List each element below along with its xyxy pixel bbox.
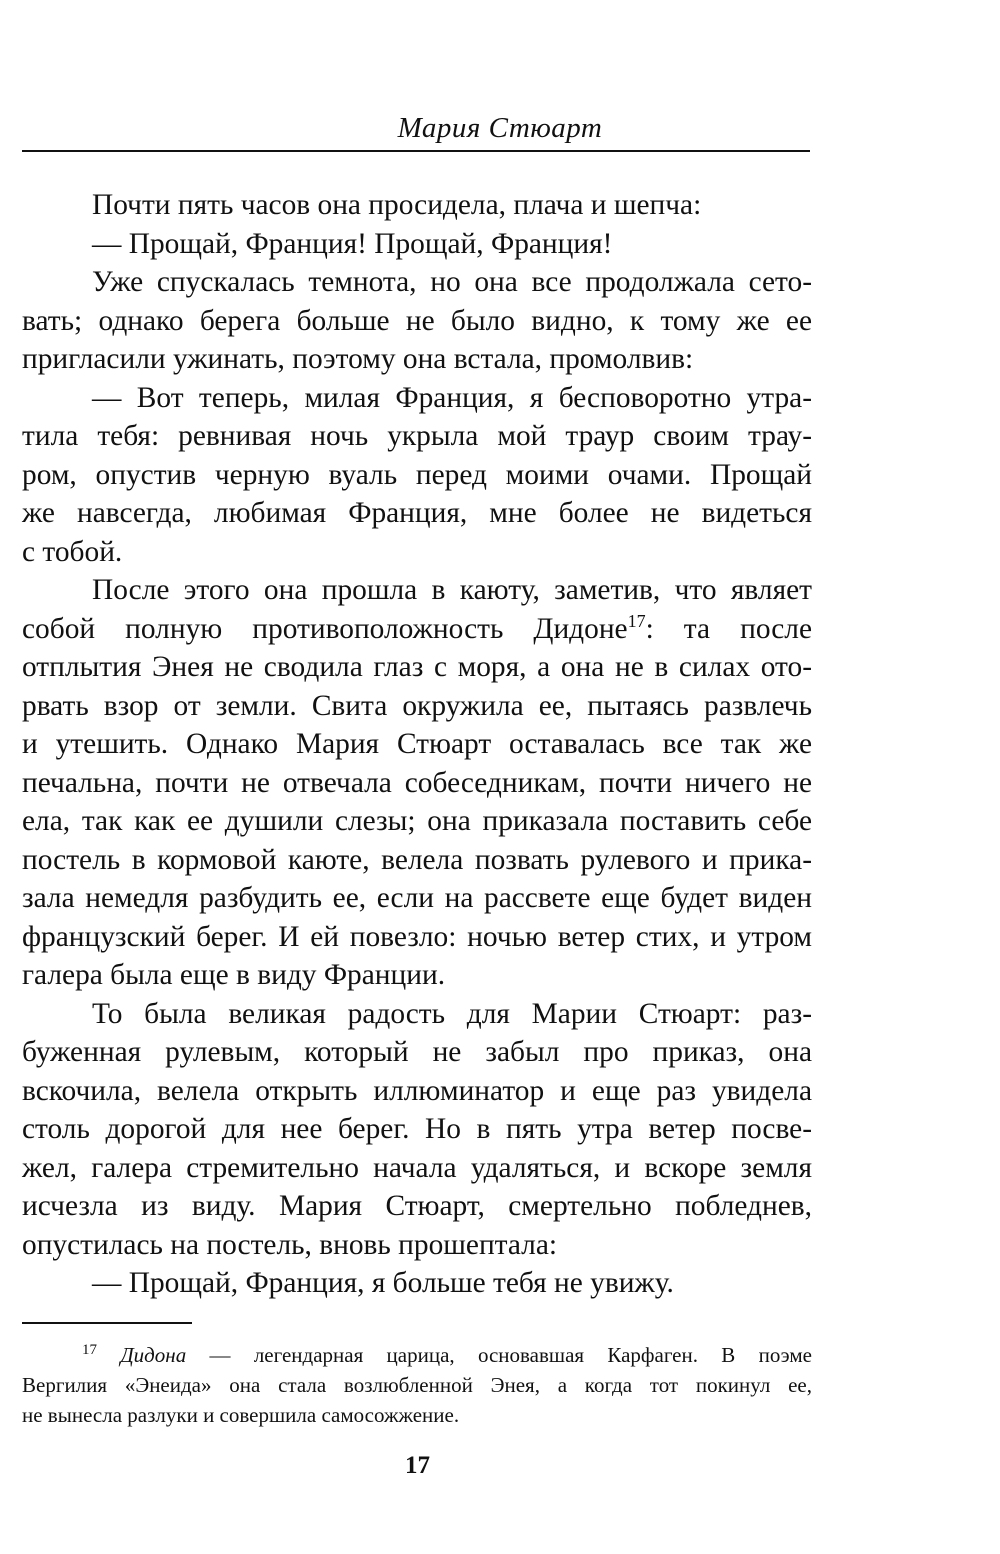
running-head-title: Мария Стюарт [397,112,603,144]
text-line: исчезла из виду. Мария Стюарт, смертельно побледнев, [22,1190,812,1222]
text-line: — Вот теперь, милая Франция, я бесповоротно утра- [92,381,812,414]
text-line: Почти пять часов она просидела, плача и шепча: [92,189,702,221]
footnote [22,1340,812,1430]
page-number: 17 [405,1452,430,1479]
text-line: галера была еще в виду Франции. [22,959,446,991]
footnote-term: Дидона [120,1343,187,1367]
text-segment: собой полную противоположность Дидоне [22,612,628,645]
text-line: постель в кормовой каюте, велела позвать рулевого и прика- [22,843,812,876]
text-line: вскочила, велела открыть иллюминатор и еще раз увидела [22,1074,812,1107]
text-line: — Прощай, Франция! Прощай, Франция! [92,227,613,260]
text-line: То была великая радость для Марии Стюарт: раз- [92,997,812,1030]
text-line: вать; однако берега больше не было видно, к тому же ее [22,304,812,337]
text-line: зала немедля разбудить ее, если на рассвете еще будет виден [22,882,812,914]
text-line: ром, опустив черную вуаль перед моими очами. Прощай [22,458,812,491]
header-divider [22,150,810,152]
text-line: жел, галера стремительно начала удаляться, и вскоре земля [22,1151,812,1184]
footnote-line [22,1340,812,1370]
text-line: — Прощай, Франция, я больше тебя не увижу. [92,1267,674,1299]
text-line: опустилась на постель, вновь прошептала: [22,1228,558,1261]
text-line-with-footnote [22,610,812,649]
text-line: тила тебя: ревнивая ночь укрыла мой траур своим трау- [22,420,812,452]
text-line: пригласили ужинать, поэтому она встала, промолвив: [22,343,694,375]
text-line: с тобой. [22,535,123,568]
footnote-divider [22,1322,192,1324]
text-line: ела, так как ее душили слезы; она приказала поставить себе [22,805,812,837]
text-line: рвать взор от земли. Свита окружила ее, пытаясь развлечь [22,689,812,722]
text-line: буженная рулевым, который не забыл про приказ, она [22,1036,812,1068]
text-line: французский берег. И ей повезло: ночью ветер стих, и утром [22,920,812,953]
footnote-line: не вынесла разлуки и совершила самосожжение. [22,1403,460,1427]
text-line: отплытия Энея не сводила глаз с моря, а она не в силах ото- [22,651,812,683]
text-line: печальна, почти не отвечала собеседникам, почти ничего не [22,766,812,799]
footnote-text: — легендарная царица, основавшая Карфаген. В поэме [186,1343,813,1367]
text-line: столь дорогой для нее берег. Но в пять утра ветер посве- [22,1113,812,1145]
text-line: После этого она прошла в каюту, заметив, что являет [92,574,812,606]
text-line: Уже спускалась темнота, но она все продолжала сето- [92,266,812,298]
footnote-line: Вергилия «Энеида» она стала возлюбленной Энея, а когда тот покинул ее, [22,1373,812,1397]
text-line: же навсегда, любимая Франция, мне более не видеться [22,497,812,529]
text-line: и утешить. Однако Мария Стюарт оставалась все так же [22,728,812,760]
main-text [22,186,812,1303]
footnote-marker: 17 [627,610,646,631]
text-segment: : та после [645,612,812,645]
footnote-number: 17 [82,1342,97,1358]
